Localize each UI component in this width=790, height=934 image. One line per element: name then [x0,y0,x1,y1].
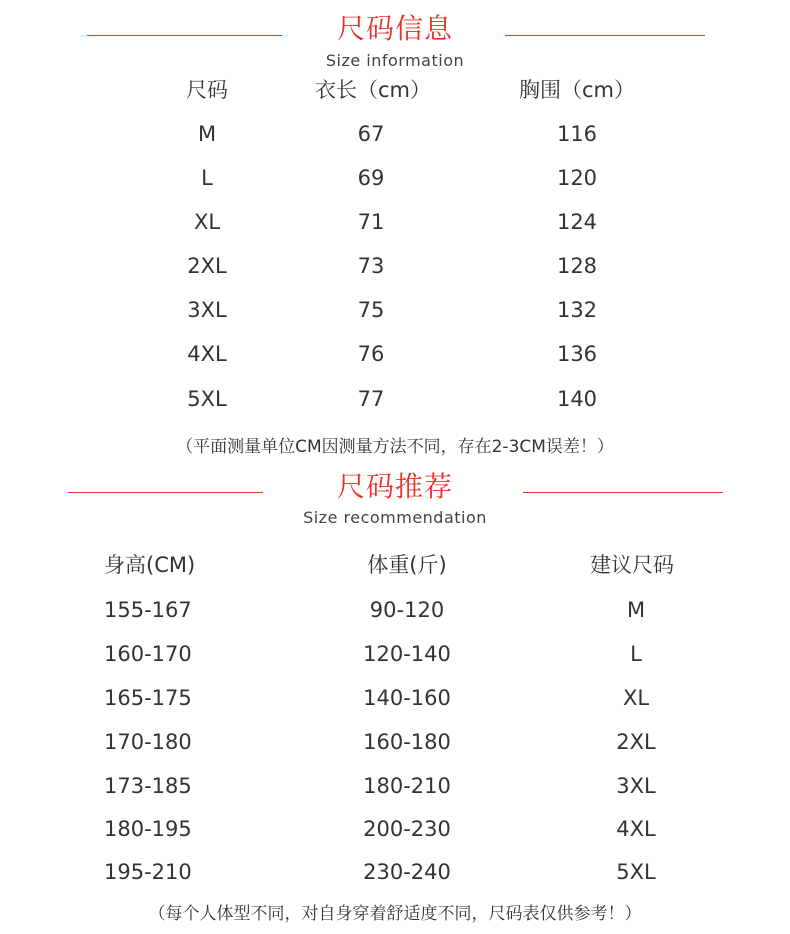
size-info-header-chest: 胸围（cm） [518,78,636,102]
height-cell: 180-195 [104,817,192,841]
size-rec-subtitle: Size recommendation [303,508,487,527]
recommended-size-cell: XL [622,686,650,710]
chest-cell: 136 [556,342,598,366]
length-cell: 71 [357,210,385,234]
size-rec-header-size: 建议尺码 [590,553,674,577]
chest-cell: 116 [556,122,598,146]
size-info-title: 尺码信息 [336,12,453,45]
size-info-subtitle: Size information [325,51,465,70]
length-cell: 67 [357,122,385,146]
length-cell: 76 [357,342,385,366]
weight-cell: 160-180 [363,730,451,754]
recommended-size-cell: 3XL [616,774,656,798]
length-cell: 69 [357,166,385,190]
chest-cell: 132 [556,298,598,322]
chest-cell: 128 [556,254,598,278]
height-cell: 160-170 [104,642,192,666]
size-rec-header-weight: 体重(斤) [367,553,447,577]
recommended-size-cell: 5XL [616,860,656,884]
size-cell: XL [193,210,221,234]
recommended-size-cell: 2XL [616,730,656,754]
size-cell: 5XL [187,387,227,411]
chest-cell: 120 [556,166,598,190]
length-cell: 73 [357,254,385,278]
height-cell: 195-210 [104,860,192,884]
size-rec-note: （每个人体型不同，对自身穿着舒适度不同，尺码表仅供参考！） [148,904,642,924]
size-rec-title: 尺码推荐 [336,470,453,503]
size-cell: 4XL [187,342,227,366]
size-cell: L [201,166,213,190]
recommended-size-cell: M [626,598,646,622]
height-cell: 155-167 [104,598,192,622]
size-info-header-length: 衣长（cm） [314,78,432,102]
weight-cell: 230-240 [363,860,451,884]
weight-cell: 180-210 [363,774,451,798]
weight-cell: 120-140 [363,642,451,666]
length-cell: 77 [357,387,385,411]
size-cell: 2XL [187,254,227,278]
height-cell: 170-180 [104,730,192,754]
recommended-size-cell: L [630,642,642,666]
weight-cell: 140-160 [363,686,451,710]
recommended-size-cell: 4XL [616,817,656,841]
weight-cell: 200-230 [363,817,451,841]
size-info-note: （平面测量单位CM因测量方法不同，存在2-3CM误差！） [176,437,614,457]
length-cell: 75 [357,298,385,322]
size-info-header-size: 尺码 [186,78,228,102]
height-cell: 165-175 [104,686,192,710]
chest-cell: 140 [556,387,598,411]
size-cell: M [197,122,217,146]
chest-cell: 124 [556,210,598,234]
weight-cell: 90-120 [369,598,445,622]
size-rec-header-height: 身高(CM) [104,553,196,577]
size-cell: 3XL [187,298,227,322]
height-cell: 173-185 [104,774,192,798]
